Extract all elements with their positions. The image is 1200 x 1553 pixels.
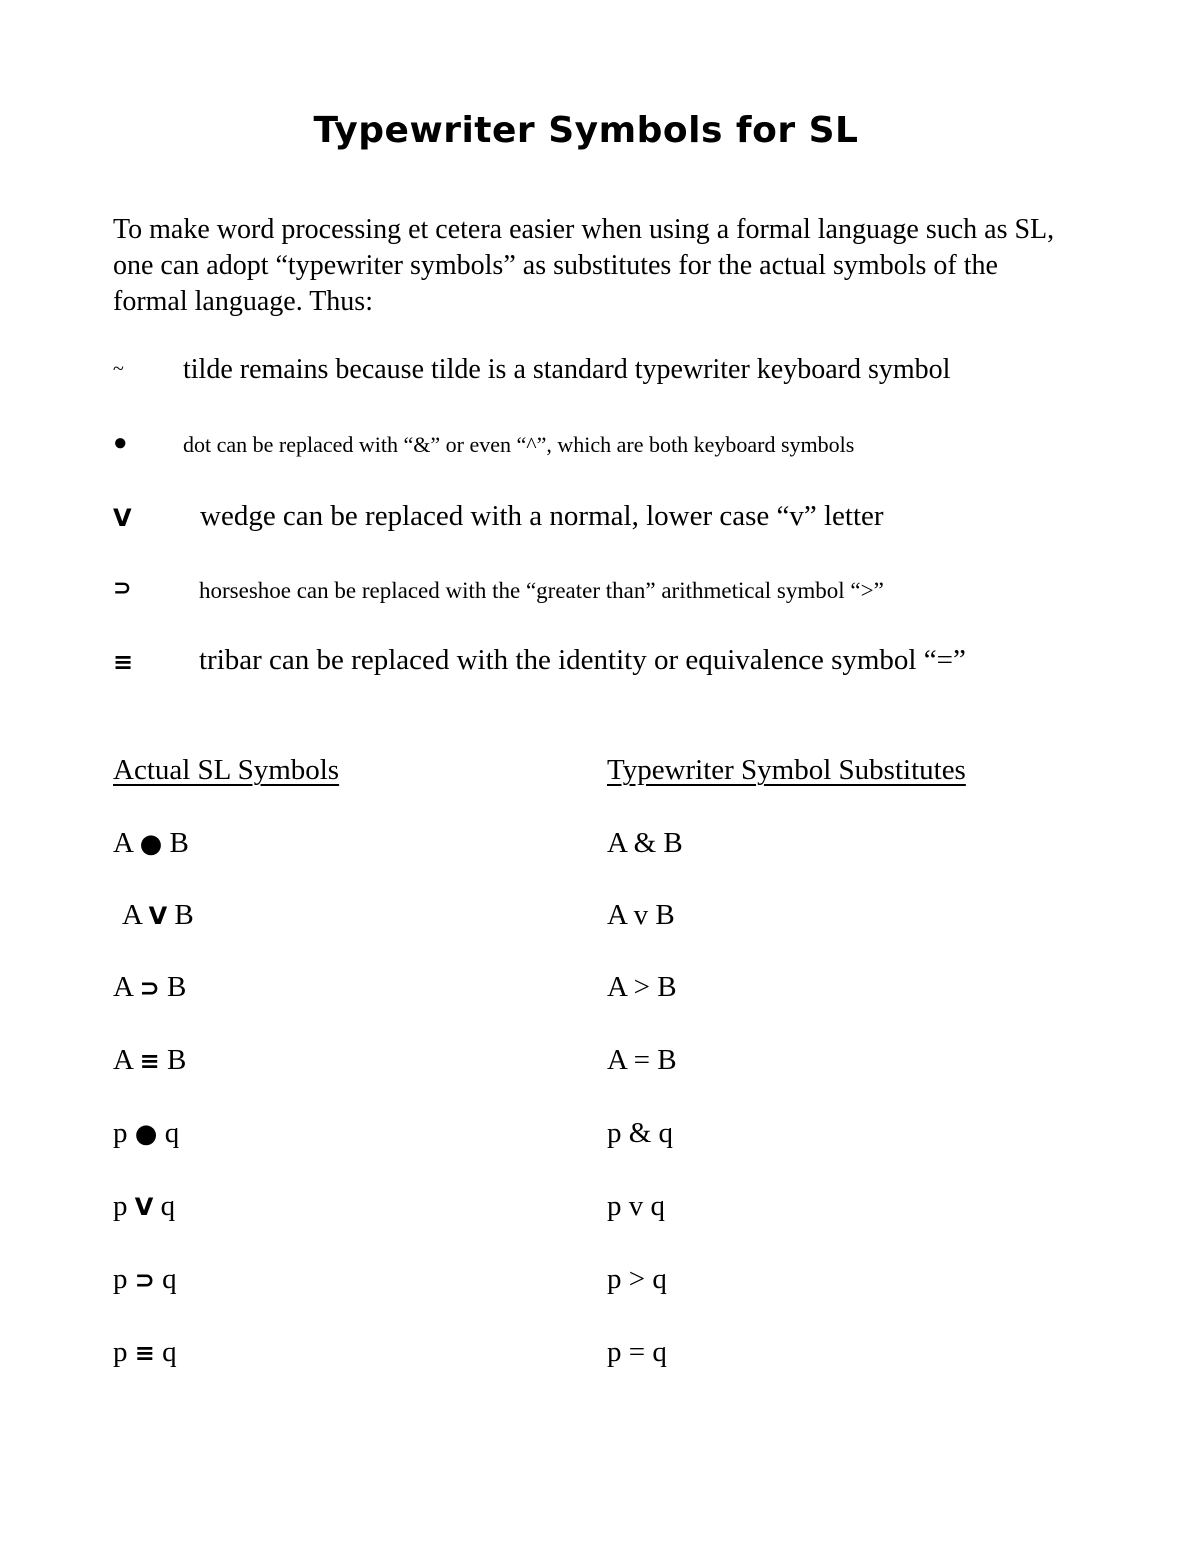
right-operand: B	[169, 827, 189, 859]
tribar-operator: ≡	[134, 1339, 155, 1367]
right-operand: q	[162, 1263, 177, 1295]
left-operand: p	[113, 1117, 128, 1149]
actual-expression	[113, 1263, 177, 1296]
actual-expression	[113, 827, 189, 860]
left-operand: A	[122, 899, 142, 931]
wedge-operator: V	[134, 1193, 154, 1221]
left-operand: A	[113, 827, 133, 859]
table-row	[0, 1044, 1200, 1084]
tilde-description: tilde remains because tilde is a standard typewriter keyboard symbol	[183, 354, 951, 385]
substitute-expression: p > q	[607, 1263, 667, 1295]
substitute-expression: p v q	[607, 1190, 665, 1222]
left-operand: A	[113, 1044, 133, 1076]
actual-expression	[113, 1190, 175, 1223]
table-row	[0, 1190, 1200, 1230]
substitute-expression: A & B	[607, 827, 683, 859]
left-operand: p	[113, 1263, 128, 1295]
horseshoe-description: horseshoe can be replaced with the “greater than” arithmetical symbol “>”	[199, 578, 884, 603]
actual-expression	[113, 1336, 177, 1369]
actual-expression	[113, 1044, 186, 1077]
right-operand: q	[164, 1117, 180, 1149]
substitute-expression: A = B	[607, 1044, 677, 1076]
wedge-description: wedge can be replaced with a normal, lower case “v” letter	[200, 500, 884, 532]
left-operand: p	[113, 1336, 128, 1368]
right-operand: B	[166, 1044, 187, 1076]
actual-expression	[113, 971, 186, 1004]
tilde-symbol: ~	[113, 358, 124, 380]
right-operand: q	[162, 1336, 177, 1368]
table-row	[0, 1117, 1200, 1157]
substitute-expression: A v B	[607, 899, 675, 931]
substitute-expression: p & q	[607, 1117, 674, 1149]
tribar-symbol: ≡	[113, 648, 134, 676]
intro-paragraph: To make word processing et cetera easier when using a formal language such as SL, one can adopt “typewriter symbols” as substitutes for the actual symbols of the formal language. Thus:	[113, 214, 1055, 317]
right-operand: B	[166, 971, 187, 1003]
page-title: Typewriter Symbols for SL	[313, 110, 859, 151]
actual-expression	[113, 899, 194, 932]
table-row	[0, 1263, 1200, 1303]
wedge-symbol: V	[113, 504, 132, 532]
actual-expression	[113, 1117, 179, 1150]
table-row	[0, 899, 1200, 939]
left-operand: A	[113, 971, 133, 1003]
horseshoe-operator: ⊃	[139, 974, 160, 1002]
left-operand: p	[113, 1190, 128, 1222]
dot-operator: ●	[139, 829, 163, 859]
horseshoe-symbol: ⊃	[113, 576, 132, 601]
substitute-expression: A > B	[607, 971, 677, 1003]
substitute-expression: p = q	[607, 1336, 667, 1368]
table-row	[0, 971, 1200, 1011]
dot-symbol: ●	[113, 430, 128, 456]
tribar-description: tribar can be replaced with the identity or equivalence symbol “=”	[199, 644, 966, 676]
right-operand: B	[174, 899, 194, 931]
horseshoe-operator: ⊃	[134, 1266, 155, 1294]
table-row	[0, 827, 1200, 867]
dot-description: dot can be replaced with “&” or even “^”, which are both keyboard symbols	[183, 432, 855, 457]
wedge-operator: V	[148, 902, 168, 930]
actual-symbols-header: Actual SL Symbols	[113, 754, 340, 786]
right-operand: q	[160, 1190, 176, 1222]
tribar-operator: ≡	[139, 1047, 160, 1075]
table-row	[0, 1336, 1200, 1376]
substitutes-header: Typewriter Symbol Substitutes	[607, 754, 966, 786]
dot-operator: ●	[134, 1119, 158, 1149]
